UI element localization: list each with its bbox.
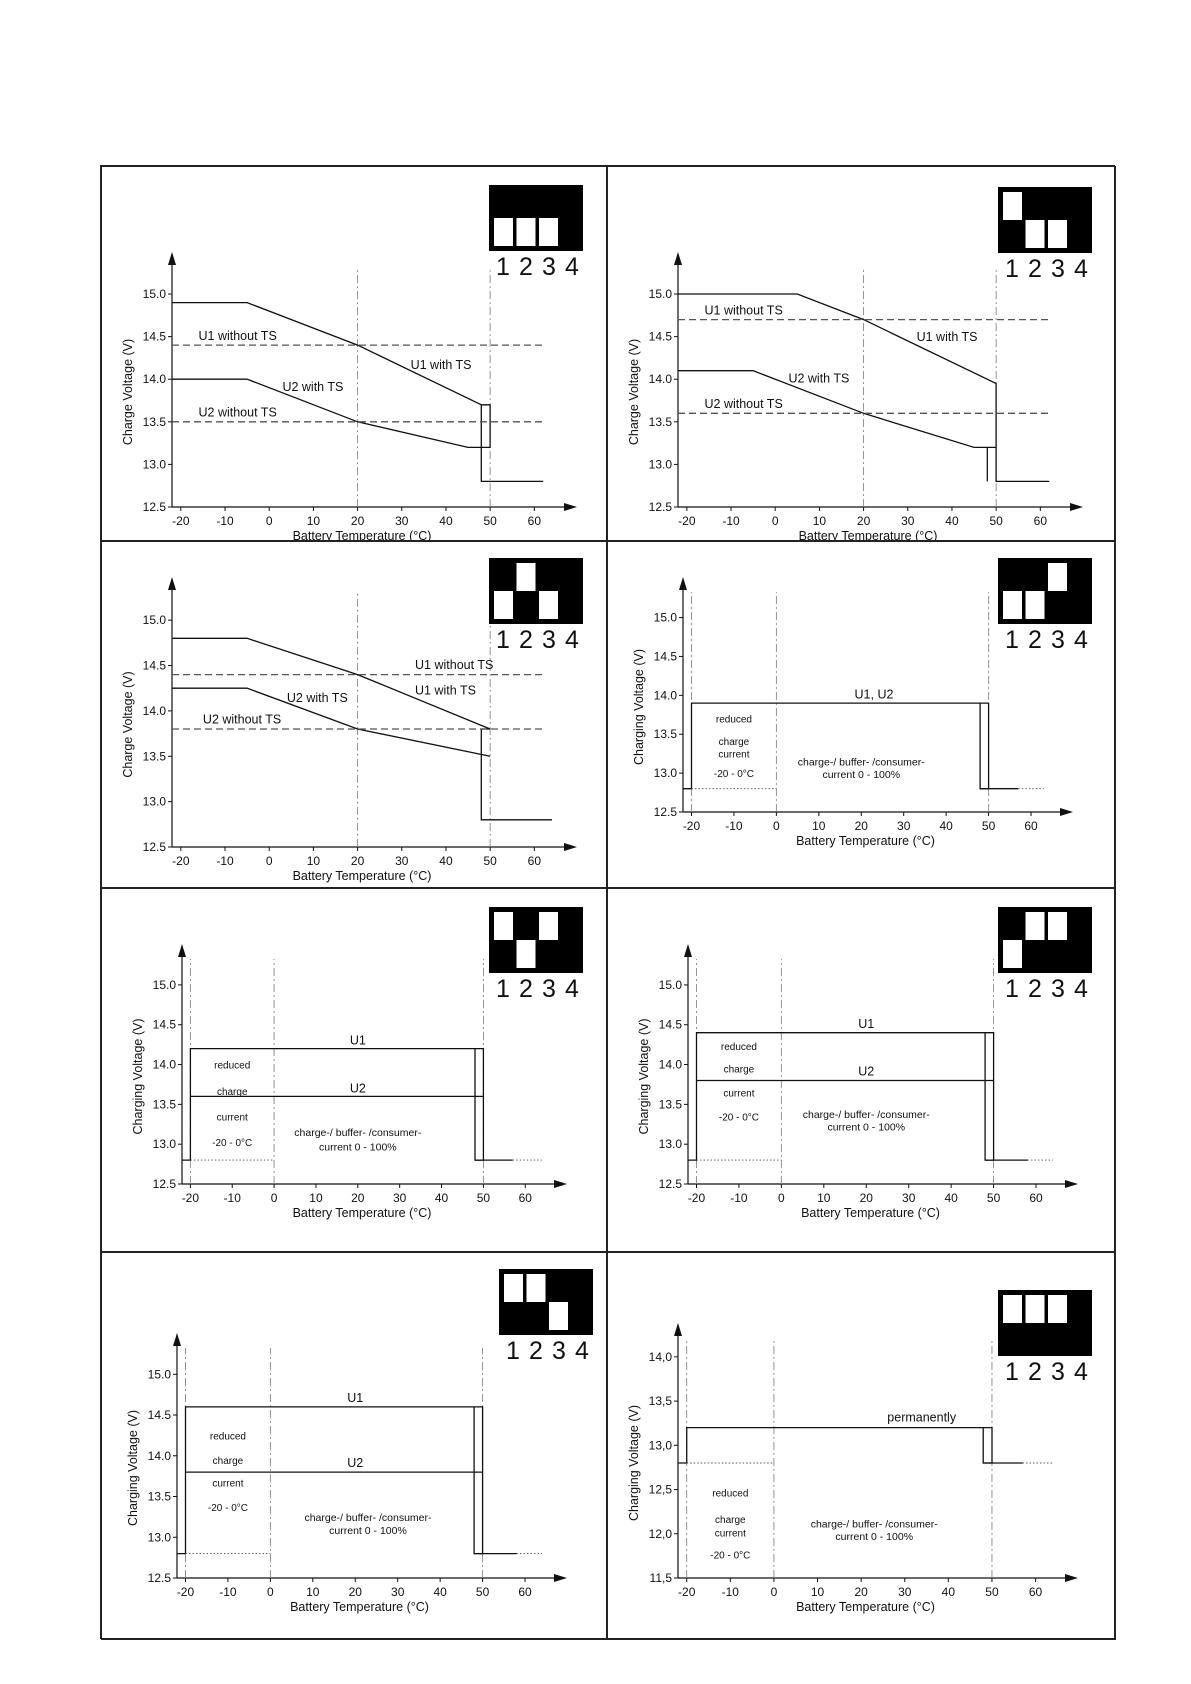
chart-svg-8 — [608, 1253, 1116, 1640]
dip-switch-icon — [998, 187, 1092, 253]
dip-switch-slot-1 — [494, 591, 513, 619]
dip-switch-number: 3 — [542, 626, 556, 654]
y-axis-arrow — [173, 1333, 181, 1346]
x-tick-label: -10 — [722, 514, 740, 528]
x-tick-label: 10 — [812, 514, 827, 528]
dip-switch-number: 1 — [1005, 255, 1019, 283]
y-tick-label: 12.5 — [658, 1177, 682, 1191]
reduced-charge-note: -20 - 0°C — [718, 1112, 759, 1124]
chart-annotation: charge-/ buffer- /consumer- — [810, 1518, 938, 1531]
y-axis-arrow — [684, 944, 692, 957]
y-tick-label: 12.5 — [142, 500, 166, 514]
x-tick-label: 20 — [351, 1191, 365, 1205]
y-tick-label: 14.5 — [648, 329, 672, 344]
y-tick-label: 15.0 — [653, 610, 677, 625]
x-tick-label: 20 — [350, 854, 365, 868]
chart-annotation: permanently — [887, 1410, 957, 1425]
x-tick-label: 40 — [939, 819, 953, 833]
chart-annotation: U1, U2 — [854, 687, 894, 702]
y-tick-label: 13.0 — [142, 794, 166, 809]
dip-switch-number: 2 — [519, 253, 533, 281]
x-axis-arrow — [554, 1574, 567, 1582]
chart-annotation: U1 without TS — [198, 329, 277, 344]
chart-annotation: charge-/ buffer- /consumer- — [802, 1108, 930, 1121]
y-axis-arrow — [679, 577, 687, 590]
chart-annotation: charge-/ buffer- /consumer- — [304, 1511, 432, 1524]
reduced-charge-note: current — [714, 1528, 746, 1540]
x-axis-label: Battery Temperature (°C) — [798, 529, 938, 542]
chart-panel-6 — [607, 888, 1116, 1252]
y-axis-arrow — [168, 252, 176, 265]
reduced-charge-note: charge — [718, 737, 750, 749]
y-axis-label: Charging Voltage (V) — [126, 1409, 140, 1527]
x-tick-label: -10 — [721, 1585, 739, 1599]
dip-switch-number: 3 — [542, 253, 556, 281]
x-axis-arrow — [1065, 1180, 1078, 1188]
y-axis-label: Charging Voltage (V) — [627, 1404, 641, 1522]
y-tick-label: 13.5 — [142, 749, 166, 764]
chart-annotation: U2 without TS — [198, 405, 277, 420]
dip-switch-slot-2 — [517, 218, 536, 246]
y-tick-label: 13,0 — [648, 1438, 672, 1453]
chart-annotation: U2 — [858, 1064, 875, 1079]
dip-switch-slot-1 — [1003, 940, 1022, 968]
chart-panel-7 — [101, 1252, 607, 1640]
chart-annotation: U2 with TS — [282, 380, 344, 395]
y-tick-label: 13.5 — [152, 1097, 176, 1112]
dip-switch-slot-1 — [504, 1274, 523, 1302]
reduced-charge-note: reduced — [214, 1060, 251, 1072]
chart-annotation: U2 with TS — [788, 371, 850, 386]
y-tick-label: 14.5 — [152, 1017, 176, 1032]
dip-switch-slot-2 — [1026, 912, 1045, 940]
x-tick-label: 50 — [985, 1585, 999, 1599]
chart-annotation: U1 without TS — [704, 303, 783, 318]
x-axis-label: Battery Temperature (°C) — [290, 1600, 429, 1614]
x-tick-label: 30 — [395, 854, 409, 868]
dip-switch-number: 4 — [1074, 626, 1088, 654]
x-tick-label: -10 — [223, 1191, 241, 1205]
chart-annotation: U2 — [347, 1456, 364, 1471]
y-tick-label: 13.5 — [653, 727, 677, 742]
dip-switch-number: 1 — [1005, 975, 1019, 1003]
dip-switch-icon — [489, 185, 583, 251]
x-tick-label: 10 — [817, 1191, 831, 1205]
reduced-charge-note: reduced — [720, 1042, 758, 1054]
dip-switch-number: 3 — [1051, 1358, 1065, 1386]
dip-switch-number: 3 — [542, 975, 556, 1003]
chart-panel-8 — [607, 1252, 1116, 1640]
x-tick-label: 50 — [986, 1191, 1001, 1205]
chart-svg-7 — [102, 1253, 607, 1640]
chart-panel-5 — [101, 888, 607, 1252]
dip-switch-slot-3 — [1048, 563, 1067, 591]
x-axis-arrow — [1060, 808, 1073, 816]
dip-switch-number: 4 — [1074, 1358, 1088, 1386]
x-tick-label: 20 — [859, 1191, 873, 1205]
x-tick-label: 30 — [902, 1191, 916, 1205]
y-tick-label: 14.0 — [142, 703, 166, 718]
dip-switch-number: 3 — [552, 1337, 566, 1365]
y-tick-label: 14,0 — [648, 1349, 672, 1364]
dip-switch-number: 2 — [519, 626, 533, 654]
y-tick-label: 13.0 — [152, 1137, 176, 1152]
reduced-charge-note: reduced — [712, 1488, 749, 1500]
x-tick-label: 0 — [770, 1585, 778, 1599]
chart-svg-3 — [102, 542, 607, 888]
dip-switch-number: 4 — [565, 975, 579, 1003]
reduced-charge-note: -20 - 0°C — [207, 1503, 248, 1515]
dip-switch-number: 3 — [1051, 626, 1065, 654]
x-tick-label: 30 — [395, 514, 409, 528]
x-tick-label: 30 — [392, 1191, 407, 1205]
y-tick-label: 14.0 — [142, 372, 166, 387]
x-tick-label: 0 — [265, 514, 273, 528]
x-tick-label: 30 — [897, 819, 911, 833]
y-tick-label: 14.5 — [147, 1408, 171, 1423]
dip-switch-icon — [499, 1269, 593, 1335]
dip-switch-number: 2 — [529, 1337, 543, 1365]
x-tick-label: 0 — [270, 1191, 278, 1205]
x-tick-label: 30 — [898, 1585, 912, 1599]
chart-annotation: U2 without TS — [704, 397, 783, 412]
dip-switch-number: 1 — [496, 626, 510, 654]
dip-switch-slot-3 — [539, 912, 558, 940]
x-tick-label: 10 — [306, 1585, 320, 1599]
dip-switch-slot-1 — [1003, 1295, 1022, 1323]
y-tick-label: 15.0 — [152, 977, 176, 992]
dip-switch-number: 4 — [1074, 975, 1088, 1003]
x-tick-label: 0 — [771, 514, 779, 528]
x-tick-label: -20 — [678, 1585, 696, 1599]
x-tick-label: -10 — [219, 1585, 237, 1599]
y-tick-label: 15.0 — [648, 287, 672, 302]
chart-grid — [100, 165, 1115, 1639]
x-tick-label: 60 — [527, 854, 542, 868]
reduced-charge-note: -20 - 0°C — [710, 1550, 751, 1562]
x-axis-arrow — [564, 503, 577, 511]
chart-annotation: current 0 - 100% — [835, 1530, 914, 1543]
x-tick-label: 50 — [475, 1585, 490, 1599]
chart-panel-3 — [101, 541, 607, 888]
x-tick-label: 50 — [989, 514, 1003, 528]
x-tick-label: -20 — [172, 514, 190, 528]
chart-panel-1 — [101, 166, 607, 541]
dip-switch-slot-1 — [494, 218, 513, 246]
x-tick-label: 20 — [856, 514, 871, 528]
series-permanently — [678, 1428, 992, 1463]
dip-switch-slot-3 — [1048, 220, 1067, 248]
reduced-charge-note: current — [723, 1088, 755, 1100]
y-tick-label: 14.5 — [658, 1017, 682, 1032]
y-axis-arrow — [178, 944, 186, 957]
dip-switch-number: 1 — [1005, 626, 1019, 654]
x-tick-label: -10 — [725, 819, 743, 833]
dip-switch-slot-2 — [1026, 220, 1045, 248]
dip-switch-number: 3 — [1051, 255, 1065, 283]
y-tick-label: 15.0 — [142, 287, 166, 302]
dip-switch-slot-1 — [1003, 591, 1022, 619]
dip-switch-slot-2 — [1026, 591, 1045, 619]
dip-switch-icon — [998, 907, 1092, 973]
y-axis-label: Charging Voltage (V) — [131, 1018, 145, 1135]
y-tick-label: 13.0 — [653, 766, 677, 781]
dip-switch-icon — [998, 1290, 1092, 1356]
chart-annotation: U1 with TS — [415, 683, 476, 698]
y-tick-label: 12.5 — [152, 1177, 176, 1191]
dip-switch-icon — [998, 558, 1092, 624]
y-tick-label: 13,5 — [648, 1394, 672, 1409]
x-tick-label: 60 — [518, 1585, 532, 1599]
y-tick-label: 14.0 — [648, 372, 672, 387]
reduced-charge-note: charge — [216, 1086, 248, 1098]
x-tick-label: 10 — [309, 1191, 323, 1205]
dip-switch-slot-1 — [1003, 192, 1022, 220]
x-tick-label: 40 — [439, 854, 453, 868]
dip-switch-number: 1 — [506, 1337, 520, 1365]
dip-switch-number: 4 — [575, 1337, 589, 1365]
y-tick-label: 13.0 — [658, 1137, 682, 1152]
chart-panel-2 — [607, 166, 1116, 541]
y-axis-label: Charging Voltage (V) — [632, 648, 646, 766]
x-axis-arrow — [554, 1180, 567, 1188]
dip-switch-slot-2 — [517, 563, 536, 591]
x-tick-label: 60 — [1033, 514, 1048, 528]
y-tick-label: 14.0 — [658, 1057, 682, 1072]
y-axis-arrow — [168, 577, 176, 590]
x-axis-arrow — [564, 843, 577, 851]
x-tick-label: -20 — [687, 1191, 706, 1205]
chart-annotation: charge-/ buffer- /consumer- — [294, 1127, 422, 1140]
x-tick-label: 60 — [527, 514, 542, 528]
y-tick-label: 13.0 — [648, 457, 672, 472]
chart-annotation: current 0 - 100% — [319, 1141, 397, 1154]
x-axis-label: Battery Temperature (°C) — [796, 1600, 935, 1614]
dip-switch-slot-3 — [539, 591, 558, 619]
x-tick-label: 20 — [854, 819, 868, 833]
dip-switch-number: 2 — [1028, 626, 1042, 654]
chart-svg-1 — [102, 167, 607, 541]
reduced-charge-note: charge — [723, 1064, 755, 1076]
y-axis-label: Charge Voltage (V) — [121, 671, 135, 778]
dip-switch-number: 4 — [565, 253, 579, 281]
reduced-charge-note: current — [718, 749, 750, 761]
x-tick-label: -10 — [216, 514, 234, 528]
series-u2-with-ts — [678, 371, 996, 482]
y-tick-label: 12,0 — [648, 1526, 672, 1541]
x-tick-label: 20 — [854, 1585, 868, 1599]
chart-svg-4 — [608, 542, 1116, 888]
dip-switch-number: 1 — [1005, 1358, 1019, 1386]
y-tick-label: 14.5 — [142, 658, 166, 673]
chart-annotation: current 0 - 100% — [329, 1525, 407, 1537]
dip-switch-icon — [489, 558, 583, 624]
y-axis-label: Charge Voltage (V) — [627, 338, 641, 446]
y-tick-label: 12.5 — [648, 500, 672, 514]
x-tick-label: -20 — [176, 1585, 195, 1599]
x-tick-label: 10 — [306, 514, 321, 528]
chart-annotation: current 0 - 100% — [827, 1121, 906, 1134]
x-axis-arrow — [1065, 1574, 1078, 1582]
x-tick-label: 40 — [433, 1585, 447, 1599]
x-tick-label: 0 — [267, 1585, 274, 1599]
y-axis-arrow — [674, 1323, 682, 1336]
x-tick-label: 20 — [350, 514, 365, 528]
x-tick-label: -20 — [678, 514, 696, 528]
reduced-charge-note: charge — [212, 1455, 244, 1467]
chart-svg-5 — [102, 889, 607, 1252]
y-tick-label: 13.5 — [648, 414, 672, 429]
x-axis-label: Battery Temperature (°C) — [292, 1206, 432, 1220]
y-tick-label: 13.5 — [142, 414, 166, 429]
chart-annotation: U1 with TS — [410, 358, 472, 372]
y-tick-label: 13.0 — [147, 1530, 171, 1545]
x-tick-label: 20 — [348, 1585, 362, 1599]
x-tick-label: 0 — [265, 854, 273, 868]
reduced-charge-note: -20 - 0°C — [713, 769, 754, 780]
dip-switch-slot-3 — [549, 1302, 568, 1330]
dip-switch-number: 1 — [496, 975, 510, 1003]
x-axis-label: Battery Temperature (°C) — [292, 869, 432, 883]
y-tick-label: 14.0 — [152, 1057, 176, 1072]
x-tick-label: 40 — [434, 1191, 449, 1205]
dip-switch-slot-3 — [539, 218, 558, 246]
x-tick-label: 60 — [1024, 819, 1038, 833]
chart-annotation: U2 — [349, 1081, 366, 1096]
y-tick-label: 13.5 — [147, 1489, 171, 1504]
x-tick-label: -10 — [730, 1191, 748, 1205]
reduced-charge-note: current — [212, 1478, 244, 1490]
dip-switch-number: 4 — [1074, 255, 1088, 283]
y-axis-arrow — [674, 252, 682, 265]
x-axis-arrow — [1070, 503, 1083, 511]
y-tick-label: 15.0 — [142, 613, 166, 628]
x-tick-label: 30 — [391, 1585, 405, 1599]
x-axis-label: Battery Temperature (°C) — [292, 529, 432, 542]
x-tick-label: 40 — [941, 1585, 956, 1599]
chart-svg-2 — [608, 167, 1116, 541]
x-axis-label: Battery Temperature (°C) — [801, 1206, 940, 1220]
chart-panel-4 — [607, 541, 1116, 888]
dip-switch-number: 2 — [519, 975, 533, 1003]
x-tick-label: 60 — [1028, 1585, 1043, 1599]
chart-annotation: current 0 - 100% — [822, 768, 901, 781]
dip-switch-number: 2 — [1028, 255, 1042, 283]
dip-switch-slot-3 — [1048, 1295, 1067, 1323]
x-tick-label: 60 — [1029, 1191, 1043, 1205]
chart-annotation: U1 — [858, 1016, 875, 1031]
x-tick-label: 60 — [518, 1191, 532, 1205]
y-tick-label: 15.0 — [147, 1367, 171, 1382]
dip-switch-number: 4 — [565, 626, 579, 654]
reduced-charge-note: charge — [715, 1515, 746, 1527]
y-tick-label: 13.0 — [142, 457, 166, 472]
dip-switch-number: 2 — [1028, 975, 1042, 1003]
dip-switch-number: 3 — [1051, 975, 1065, 1003]
dip-switch-number: 1 — [496, 253, 510, 281]
x-tick-label: 50 — [476, 1191, 491, 1205]
chart-annotation: charge-/ buffer- /consumer- — [797, 756, 925, 769]
chart-annotation: U1 with TS — [916, 329, 978, 344]
reduced-charge-note: reduced — [715, 714, 753, 726]
y-tick-label: 11,5 — [649, 1571, 672, 1585]
y-tick-label: 14.5 — [142, 329, 166, 344]
y-axis-label: Charging Voltage (V) — [637, 1018, 651, 1135]
x-tick-label: 50 — [483, 514, 497, 528]
y-axis-label: Charge Voltage (V) — [121, 338, 135, 446]
x-tick-label: 50 — [981, 819, 996, 833]
chart-annotation: U2 without TS — [202, 712, 282, 727]
x-axis-label: Battery Temperature (°C) — [796, 834, 935, 848]
y-tick-label: 12.5 — [653, 805, 677, 819]
y-tick-label: 12.5 — [147, 1571, 171, 1585]
x-tick-label: -20 — [181, 1191, 200, 1205]
y-tick-label: 14.5 — [653, 649, 677, 664]
dip-switch-slot-2 — [517, 940, 536, 968]
x-tick-label: -20 — [682, 819, 701, 833]
x-tick-label: 0 — [778, 1191, 785, 1205]
y-tick-label: 13.5 — [658, 1097, 682, 1112]
reduced-charge-note: reduced — [209, 1431, 247, 1443]
dip-switch-number: 2 — [1028, 1358, 1042, 1386]
y-tick-label: 12.5 — [142, 840, 166, 854]
reduced-charge-note: current — [216, 1112, 248, 1124]
chart-annotation: U1 without TS — [415, 658, 494, 673]
x-tick-label: 40 — [944, 1191, 958, 1205]
x-tick-label: 10 — [306, 854, 321, 868]
dip-switch-icon — [489, 907, 583, 973]
x-tick-label: -10 — [216, 854, 234, 868]
x-tick-label: 50 — [483, 854, 497, 868]
x-tick-label: 40 — [439, 514, 453, 528]
chart-annotation: U1 — [349, 1033, 366, 1048]
chart-annotation: U1 — [347, 1391, 364, 1405]
dip-switch-slot-2 — [1026, 1295, 1045, 1323]
reduced-charge-note: -20 - 0°C — [212, 1137, 253, 1149]
x-tick-label: 0 — [773, 819, 780, 833]
y-tick-label: 15.0 — [658, 977, 682, 992]
dip-switch-slot-2 — [527, 1274, 546, 1302]
chart-annotation: U2 with TS — [286, 690, 348, 705]
dip-switch-slot-1 — [494, 912, 513, 940]
y-tick-label: 14.0 — [653, 688, 677, 703]
x-tick-label: -20 — [172, 854, 190, 868]
dip-switch-slot-3 — [1048, 912, 1067, 940]
x-tick-label: 10 — [812, 819, 826, 833]
y-tick-label: 12,5 — [648, 1482, 672, 1497]
y-tick-label: 14.0 — [147, 1448, 171, 1463]
chart-svg-6 — [608, 889, 1116, 1252]
x-tick-label: 40 — [945, 514, 959, 528]
x-tick-label: 30 — [901, 514, 915, 528]
x-tick-label: 10 — [810, 1585, 825, 1599]
